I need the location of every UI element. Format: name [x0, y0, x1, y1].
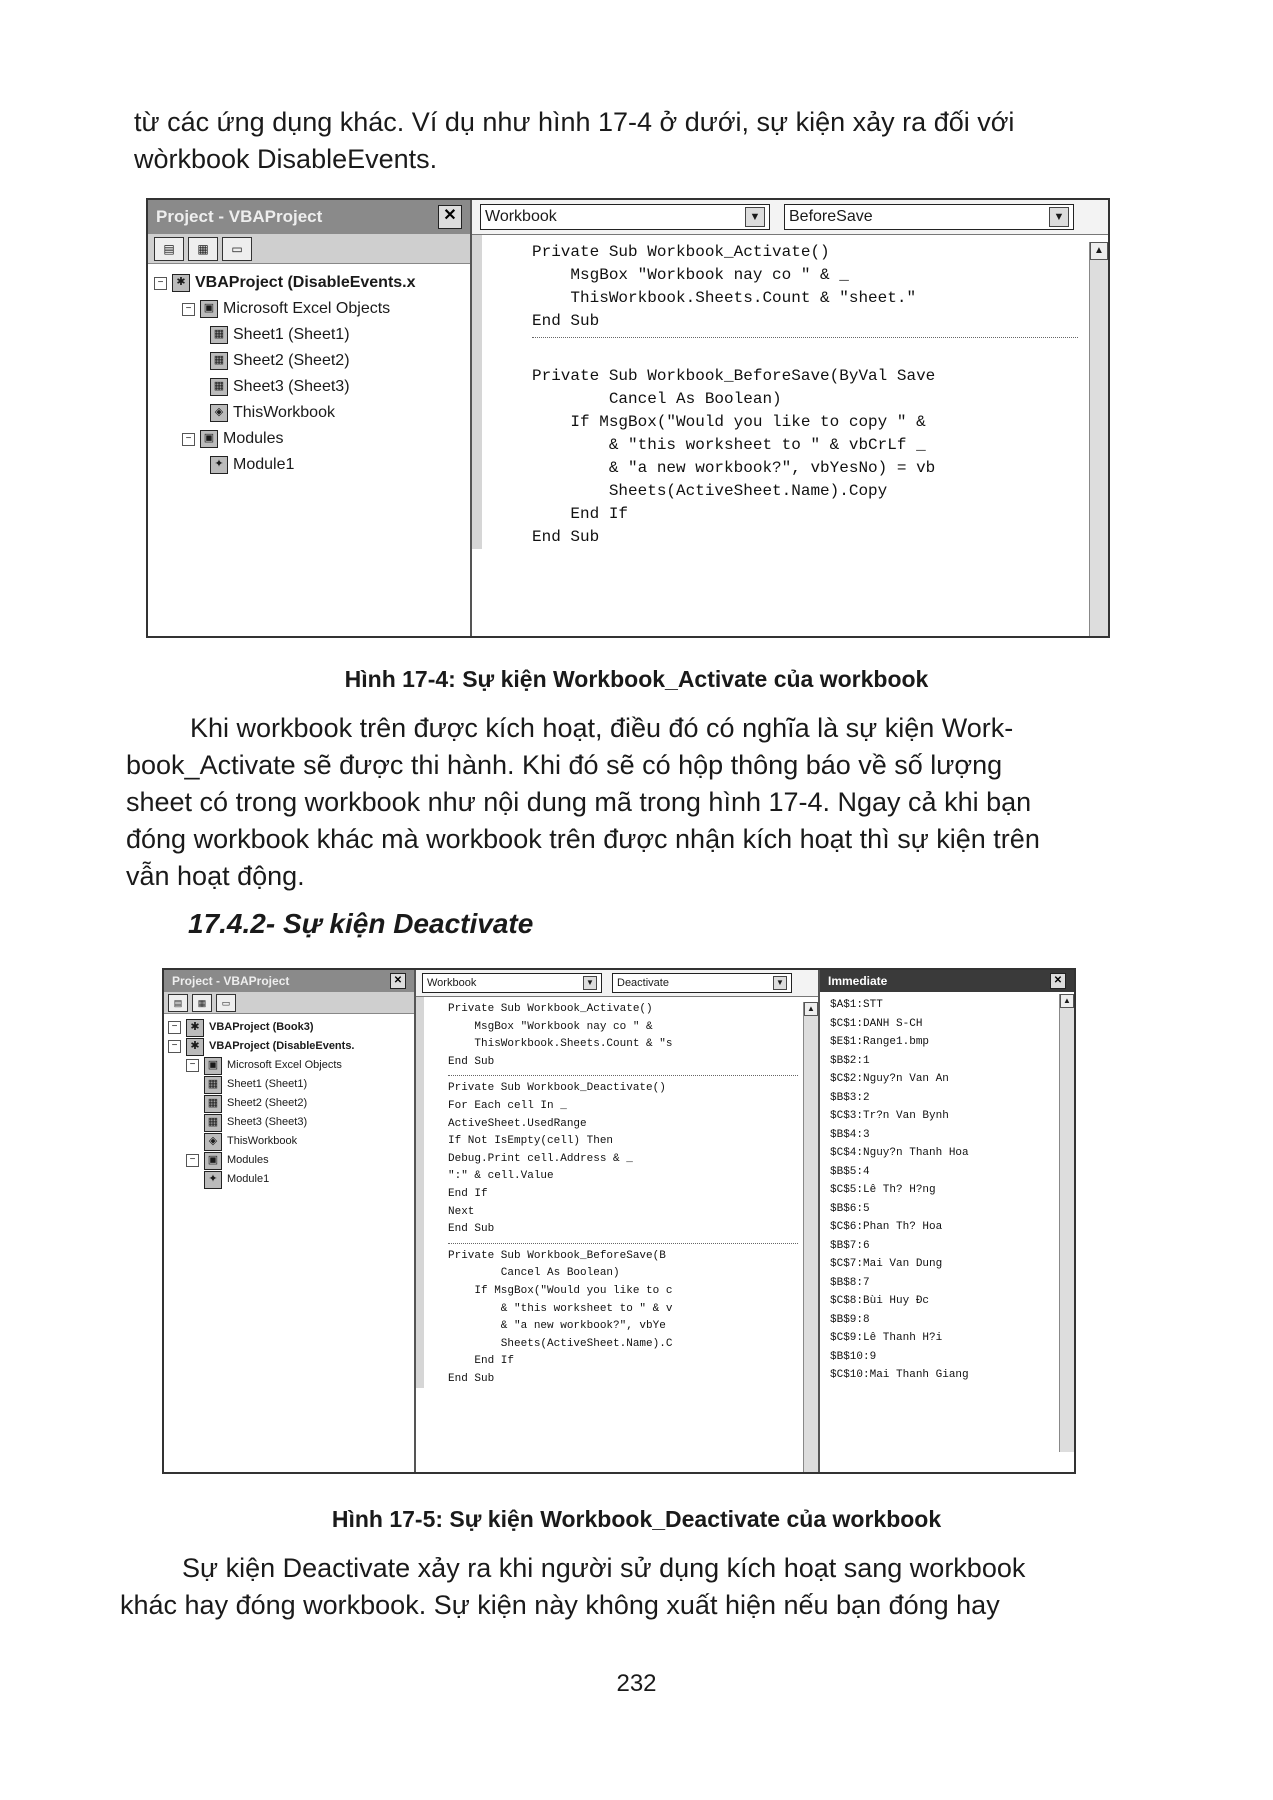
code-line: & "this worksheet to " & vbCrLf _	[532, 436, 926, 454]
tree-node[interactable]	[154, 270, 464, 296]
code-line: For Each cell In _	[448, 1099, 567, 1112]
code-combo-bar-2	[416, 970, 818, 997]
tree-node-label: Module1	[233, 456, 295, 473]
project-explorer-titlebar-2[interactable]	[164, 970, 414, 992]
project-explorer-titlebar[interactable]	[148, 200, 470, 234]
figure-17-4-screenshot	[146, 198, 1110, 638]
immediate-line: $A$1:STT	[830, 999, 883, 1011]
tree-node[interactable]	[154, 374, 464, 400]
page-number: 232	[616, 1670, 657, 1697]
module-icon: ✦	[210, 456, 228, 474]
sheet-icon: ▦	[204, 1114, 222, 1132]
sheet-icon: ▦	[204, 1076, 222, 1094]
immediate-line: $B$4:3	[830, 1128, 870, 1141]
code-line: If Not IsEmpty(cell) Then	[448, 1135, 614, 1148]
tree-node[interactable]	[154, 296, 464, 322]
expand-toggle-icon[interactable]: −	[154, 277, 167, 290]
immediate-line: $C$5:Lê Th? H?ng	[830, 1184, 936, 1196]
section-heading: 17.4.2- Sự kiện Deactivate	[188, 908, 534, 939]
object-combo-value-2: Workbook	[427, 977, 477, 989]
immediate-line: $C$3:Tr?n Van Bynh	[830, 1110, 949, 1122]
code-line: Debug.Print cell.Address & _	[448, 1152, 633, 1165]
body-line-5: vẫn hoạt động.	[126, 861, 305, 891]
immediate-output[interactable]	[820, 992, 1074, 1385]
body-line-4: đóng workbook khác mà workbook trên được nhận kích hoạt thì sự kiện trên	[126, 824, 1040, 854]
folder-icon: ▣	[200, 430, 218, 448]
vba-project-icon: ✱	[186, 1019, 204, 1037]
tree-node-label: ThisWorkbook	[233, 404, 335, 421]
tree-node-label: ThisWorkbook	[227, 1135, 298, 1147]
code-line: End Sub	[532, 312, 600, 330]
tree-node[interactable]	[154, 426, 464, 452]
chevron-down-icon[interactable]: ▼	[773, 976, 787, 990]
code-line: Private Sub Workbook_Deactivate()	[448, 1082, 666, 1095]
tree-node[interactable]	[168, 1113, 410, 1132]
body-line-1: Khi workbook trên được kích hoạt, điều đó có nghĩa là sự kiện Work-	[190, 713, 1014, 743]
object-combo-2[interactable]	[422, 973, 602, 993]
procedure-combo-value-2: Deactivate	[617, 977, 669, 989]
immediate-line: $C$1:DANH S-CH	[830, 1017, 923, 1030]
figure-17-5-caption: Hình 17-5: Sự kiện Workbook_Deactivate của workbook	[331, 1506, 942, 1532]
closing-paragraph	[120, 1550, 1130, 1624]
immediate-line: $C$2:Nguy?n Van An	[830, 1073, 949, 1085]
code-line: Next	[448, 1205, 475, 1218]
folder-icon: ▣	[204, 1152, 222, 1170]
toggle-folders-icon[interactable]: ▭	[222, 237, 252, 261]
view-code-icon[interactable]: ▤	[154, 237, 184, 261]
code-line: If MsgBox("Would you like to c	[448, 1284, 673, 1297]
code-scrollbar[interactable]	[1089, 242, 1108, 636]
procedure-separator	[448, 1075, 798, 1076]
tree-node[interactable]	[168, 1170, 410, 1189]
body-paragraph	[126, 710, 1126, 895]
tree-node-label: VBAProject (DisableEvents.	[209, 1040, 355, 1052]
code-editor[interactable]	[472, 235, 1108, 549]
figure-17-4-caption: Hình 17-4: Sự kiện Workbook_Activate của workbook	[344, 666, 929, 692]
code-editor-2[interactable]	[416, 997, 818, 1388]
vba-project-icon: ✱	[186, 1038, 204, 1056]
immediate-titlebar[interactable]	[820, 970, 1074, 992]
close-icon[interactable]: ✕	[390, 973, 406, 989]
tree-node[interactable]	[154, 452, 464, 478]
immediate-line: $B$5:4	[830, 1165, 870, 1178]
immediate-window	[820, 970, 1074, 1472]
code-line: End Sub	[448, 1055, 495, 1068]
tree-node-label: Microsoft Excel Objects	[223, 300, 391, 317]
code-line: End Sub	[448, 1223, 495, 1236]
scroll-up-icon[interactable]: ▲	[1090, 242, 1108, 260]
code-line: Cancel As Boolean)	[448, 1267, 620, 1280]
immediate-line: $C$8:Bùi Huy Ðc	[830, 1295, 930, 1307]
toggle-folders-icon[interactable]: ▭	[216, 994, 236, 1012]
body-line-3: sheet có trong workbook như nội dung mã trong hình 17-4. Ngay cả khi bạn	[126, 787, 1032, 817]
immediate-line: $B$6:5	[830, 1202, 870, 1215]
expand-toggle-icon[interactable]: −	[186, 1059, 199, 1072]
chevron-down-icon[interactable]: ▼	[745, 207, 765, 227]
tree-node-label: Sheet2 (Sheet2)	[227, 1097, 308, 1109]
expand-toggle-icon[interactable]: −	[168, 1040, 181, 1053]
code-scrollbar-2[interactable]	[803, 1002, 818, 1472]
object-combo-value: Workbook	[485, 208, 557, 225]
closing-line-1: Sự kiện Deactivate xảy ra khi người sử dụng kích hoạt sang workbook	[182, 1553, 1026, 1583]
code-line: End Sub	[448, 1372, 495, 1385]
immediate-line: $C$4:Nguy?n Thanh Hoa	[830, 1147, 969, 1159]
immediate-line: $C$10:Mai Thanh Giang	[830, 1369, 969, 1381]
immediate-line: $C$7:Mai Van Dung	[830, 1258, 943, 1270]
code-line: End If	[448, 1187, 488, 1200]
code-line: If MsgBox("Would you like to copy " &	[532, 413, 926, 431]
immediate-line: $B$8:7	[830, 1276, 870, 1289]
procedure-combo-value: BeforeSave	[789, 208, 873, 225]
immediate-line: $C$9:Lê Thanh H?i	[830, 1332, 943, 1344]
procedure-combo[interactable]	[784, 204, 1074, 230]
tree-node[interactable]	[154, 322, 464, 348]
chevron-down-icon[interactable]: ▼	[583, 976, 597, 990]
object-combo[interactable]	[480, 204, 770, 230]
project-tree-2	[164, 1014, 414, 1193]
immediate-line: $C$6:Phan Th? Hoa	[830, 1221, 943, 1233]
folder-icon: ▣	[204, 1057, 222, 1075]
immediate-line: $E$1:Range1.bmp	[830, 1036, 930, 1048]
sheet-icon: ▦	[210, 326, 228, 344]
intro-line-1: từ các ứng dụng khác. Ví dụ như hình 17-4 ở dưới, sự kiện xảy ra đối với	[134, 107, 1015, 137]
tree-node[interactable]	[168, 1056, 410, 1075]
immediate-line: $B$10:9	[830, 1350, 877, 1363]
tree-node[interactable]	[168, 1094, 410, 1113]
code-line: MsgBox "Workbook nay co " & _	[532, 266, 849, 284]
code-line: Sheets(ActiveSheet.Name).C	[448, 1337, 673, 1350]
tree-node[interactable]	[168, 1151, 410, 1170]
code-line: End If	[532, 505, 629, 523]
project-explorer-pane	[148, 200, 472, 636]
project-tree	[148, 264, 470, 484]
expand-toggle-icon[interactable]: −	[182, 433, 195, 446]
workbook-icon: ◈	[204, 1133, 222, 1151]
view-code-icon[interactable]: ▤	[168, 994, 188, 1012]
code-window	[472, 200, 1108, 636]
tree-node[interactable]	[168, 1075, 410, 1094]
workbook-icon: ◈	[210, 404, 228, 422]
tree-node[interactable]	[168, 1018, 410, 1037]
code-line: End Sub	[532, 528, 600, 546]
intro-line-2: wòrkbook DisableEvents.	[134, 144, 438, 174]
procedure-separator	[532, 337, 1078, 338]
tree-node-label: VBAProject (DisableEvents.x	[195, 274, 416, 291]
tree-node-label: Sheet1 (Sheet1)	[233, 326, 350, 343]
code-line: Private Sub Workbook_Activate()	[448, 1003, 653, 1015]
closing-line-2: khác hay đóng workbook. Sự kiện này không xuất hiện nếu bạn đóng hay	[120, 1590, 1000, 1620]
code-line: End If	[448, 1355, 515, 1368]
view-object-icon[interactable]: ▦	[188, 237, 218, 261]
code-line: Sheets(ActiveSheet.Name).Copy	[532, 482, 888, 500]
immediate-title: Immediate	[828, 974, 888, 988]
tree-node-label: Sheet1 (Sheet1)	[227, 1078, 308, 1090]
code-line: & "this worksheet to " & v	[448, 1302, 673, 1315]
immediate-line: $B$9:8	[830, 1313, 870, 1326]
body-line-2: book_Activate sẽ được thi hành. Khi đó sẽ có hộp thông báo về số lượng	[126, 750, 1003, 780]
project-explorer-toolbar	[148, 234, 470, 264]
code-line: Private Sub Workbook_Activate()	[532, 243, 830, 261]
expand-toggle-icon[interactable]: −	[182, 303, 195, 316]
tree-node[interactable]	[154, 348, 464, 374]
code-combo-bar	[472, 200, 1108, 235]
immediate-scrollbar[interactable]	[1059, 994, 1074, 1452]
tree-node-label: Sheet2 (Sheet2)	[233, 352, 350, 369]
code-line: Private Sub Workbook_BeforeSave(B	[448, 1249, 666, 1262]
code-line: ThisWorkbook.Sheets.Count & "s	[448, 1038, 673, 1051]
chevron-down-icon[interactable]: ▼	[1049, 207, 1069, 227]
code-line: MsgBox "Workbook nay co " &	[448, 1020, 653, 1033]
close-icon[interactable]: ✕	[438, 205, 462, 229]
tree-node-label: Microsoft Excel Objects	[227, 1059, 342, 1071]
tree-node-label: Sheet3 (Sheet3)	[227, 1116, 308, 1128]
procedure-combo-2[interactable]	[612, 973, 792, 993]
tree-node-label: Module1	[227, 1173, 270, 1185]
code-line	[532, 342, 1078, 365]
tree-node[interactable]	[154, 400, 464, 426]
immediate-line: $B$3:2	[830, 1091, 870, 1104]
code-line: Private Sub Workbook_BeforeSave(ByVal Save	[532, 367, 936, 385]
immediate-line: $B$2:1	[830, 1054, 870, 1067]
tree-node-label: Modules	[227, 1154, 269, 1166]
expand-toggle-icon[interactable]: −	[186, 1154, 199, 1167]
procedure-separator	[448, 1243, 798, 1244]
scroll-up-icon[interactable]: ▲	[1060, 994, 1074, 1008]
expand-toggle-icon[interactable]: −	[168, 1021, 181, 1034]
module-icon: ✦	[204, 1171, 222, 1189]
scroll-up-icon[interactable]: ▲	[804, 1002, 818, 1016]
code-window-2	[416, 970, 820, 1472]
code-line: & "a new workbook?", vbYe	[448, 1320, 666, 1333]
code-line: ":" & cell.Value	[448, 1170, 554, 1183]
sheet-icon: ▦	[210, 352, 228, 370]
tree-node[interactable]	[168, 1132, 410, 1151]
figure-17-5-screenshot	[162, 968, 1076, 1474]
code-line: & "a new workbook?", vbYesNo) = vb	[532, 459, 936, 477]
view-object-icon[interactable]: ▦	[192, 994, 212, 1012]
sheet-icon: ▦	[210, 378, 228, 396]
project-explorer-title: Project - VBAProject	[156, 207, 323, 226]
project-explorer-pane-2	[164, 970, 416, 1472]
code-line: ThisWorkbook.Sheets.Count & "sheet."	[532, 289, 917, 307]
immediate-line: $B$7:6	[830, 1239, 870, 1252]
tree-node-label: VBAProject (Book3)	[209, 1021, 314, 1033]
sheet-icon: ▦	[204, 1095, 222, 1113]
folder-icon: ▣	[200, 300, 218, 318]
project-explorer-title-2: Project - VBAProject	[172, 974, 290, 988]
intro-paragraph	[134, 104, 1134, 178]
tree-node-label: Modules	[223, 430, 284, 447]
project-explorer-toolbar-2	[164, 992, 414, 1014]
vba-project-icon: ✱	[172, 274, 190, 292]
tree-node-label: Sheet3 (Sheet3)	[233, 378, 350, 395]
close-icon[interactable]: ✕	[1050, 973, 1066, 989]
code-line: Cancel As Boolean)	[532, 390, 782, 408]
code-line: ActiveSheet.UsedRange	[448, 1117, 587, 1130]
tree-node[interactable]	[168, 1037, 410, 1056]
